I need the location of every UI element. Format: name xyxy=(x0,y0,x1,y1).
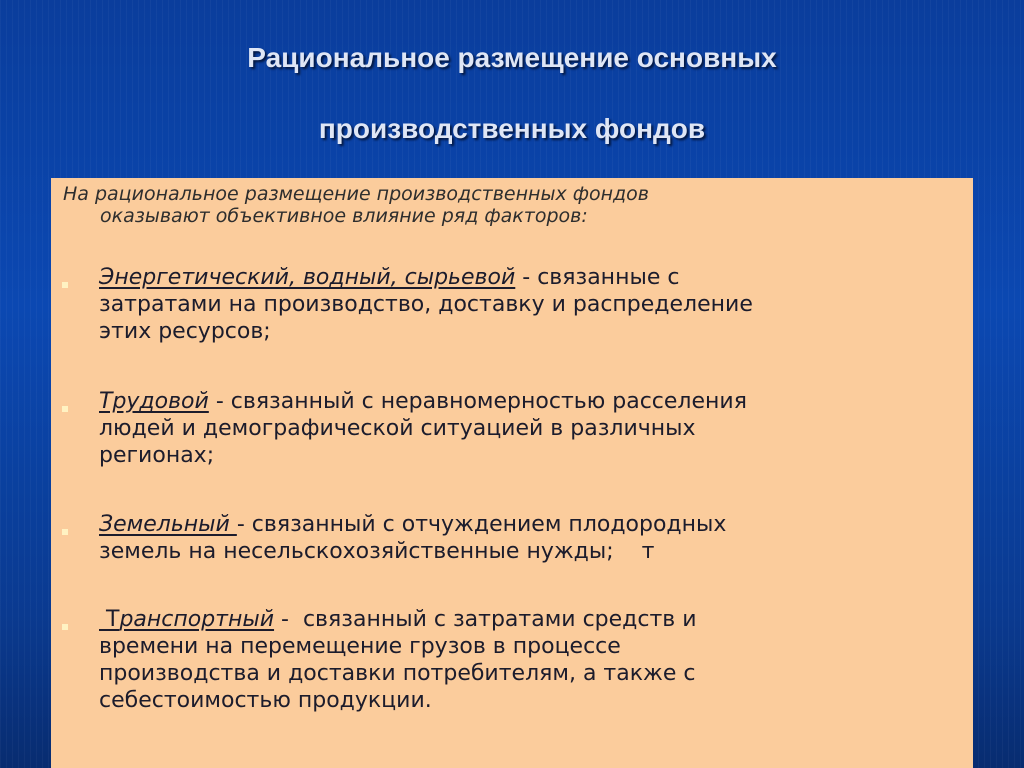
intro-line-1: На рациональное размещение производственных фондов xyxy=(63,183,649,205)
factor-term: Энергетический, водный, сырьевой xyxy=(99,265,516,290)
factor-term: Трудовой xyxy=(99,389,209,414)
factor-line: регионах; xyxy=(99,443,215,468)
bullet-icon xyxy=(62,282,68,288)
factor-line xyxy=(99,388,959,415)
factor-line: производства и доставки потребителям, а также с xyxy=(99,661,696,686)
factor-desc: - связанные с xyxy=(515,265,680,290)
factor-line: земель на несельскохозяйственные нужды; т xyxy=(99,539,655,564)
factor-text xyxy=(99,606,959,714)
slide-title-line-2: производственных фондов xyxy=(318,113,706,144)
factor-line: людей и демографической ситуацией в различных xyxy=(99,416,696,441)
content-panel xyxy=(51,178,973,768)
factor-line: себестоимостью продукции. xyxy=(99,688,432,713)
factor-text xyxy=(99,388,959,469)
factor-desc: - связанный с неравномерностью расселения xyxy=(208,389,747,414)
factor-text xyxy=(99,511,959,565)
bullet-icon xyxy=(62,406,68,412)
factor-desc: - связанный с затратами средств и xyxy=(274,607,697,632)
factor-line xyxy=(99,264,959,291)
bullet-icon xyxy=(62,624,68,630)
factor-line xyxy=(99,511,959,538)
factor-line: затратами на производство, доставку и распределение xyxy=(99,292,753,317)
intro-line-2: оказывают объективное влияние ряд факторов: xyxy=(100,205,588,227)
factor-text xyxy=(99,264,959,345)
factor-line: времени на перемещение грузов в процессе xyxy=(99,634,621,659)
factor-term: ранспортный xyxy=(119,607,275,632)
factor-term: Земельный xyxy=(99,512,237,537)
factor-desc: - связанный с отчуждением плодородных xyxy=(236,512,727,537)
slide-title-line-1: Рациональное размещение основных xyxy=(247,42,777,73)
factor-term-prefix: Т xyxy=(99,607,120,632)
factor-line: этих ресурсов; xyxy=(99,319,271,344)
intro-text xyxy=(63,183,963,227)
bullet-icon xyxy=(62,529,68,535)
factor-line xyxy=(99,606,959,633)
